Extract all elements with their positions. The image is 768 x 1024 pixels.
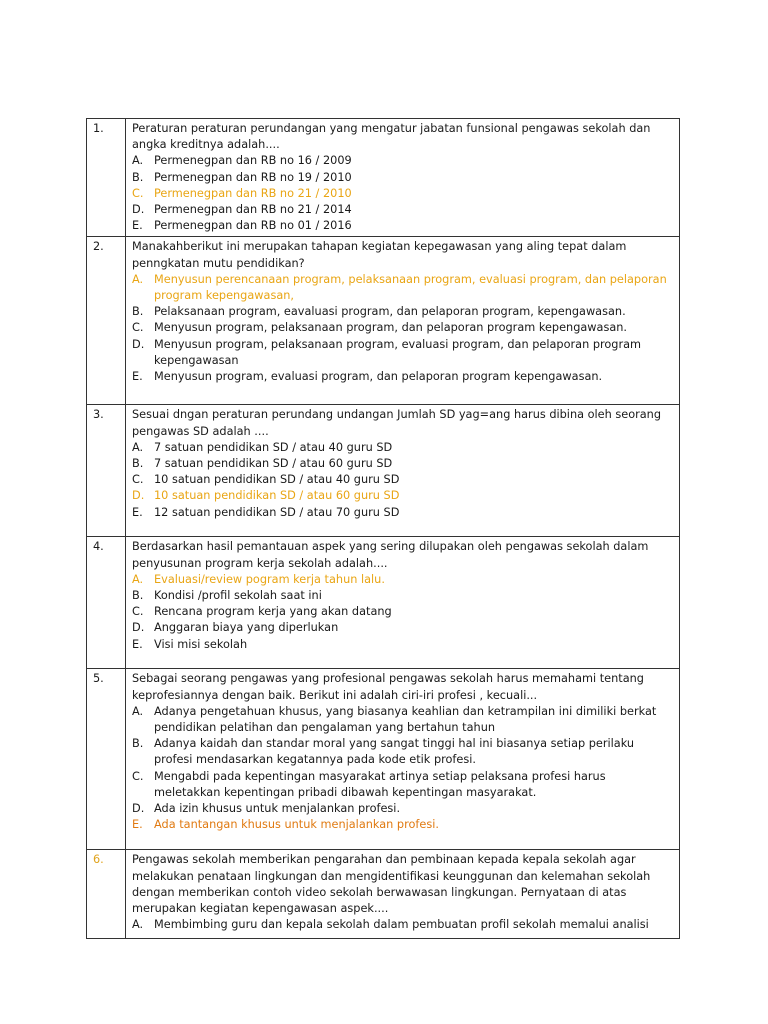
option-letter: C. <box>132 605 144 619</box>
question-number: 1. <box>87 119 126 237</box>
option-item <box>132 369 675 385</box>
option-text: Adanya kaidah dan standar moral yang sangat tinggi hal ini biasanya setiap perilaku profesi mendasarkan kegatannya pada kode etik profesi. <box>154 737 635 767</box>
question-row <box>87 405 680 537</box>
option-text: Ada tantangan khusus untuk menjalankan profesi. <box>154 818 439 832</box>
question-text: Pengawas sekolah memberikan pengarahan dan pembinaan kepada kepala sekolah agar melakukan penataan lingkungan dan mengidentifikasi keunggunan dan kelemahan sekolah dengan memberikan contoh video sekolah berwawasan lingkungan. Pernyataan di atas merupakan kegiatan kepengawasan aspek.... <box>132 853 651 916</box>
option-item <box>132 505 675 521</box>
option-letter: A. <box>132 154 144 168</box>
question-row <box>87 119 680 237</box>
option-letter: D. <box>132 203 145 217</box>
option-letter: D. <box>132 621 145 635</box>
question-row <box>87 669 680 850</box>
question-cell <box>126 119 680 237</box>
option-item <box>132 456 675 472</box>
option-item <box>132 604 675 620</box>
option-letter: E. <box>132 370 143 384</box>
option-item <box>132 337 675 369</box>
option-letter: A. <box>132 440 144 454</box>
option-text: Menyusun program, pelaksanaan program, evaluasi program, dan pelaporan program kepengawasan <box>154 337 642 367</box>
highlighted-option-item <box>132 817 675 833</box>
option-letter: B. <box>132 589 144 603</box>
option-text: Permenegpan dan RB no 21 / 2010 <box>154 186 352 200</box>
option-letter: D. <box>132 489 145 503</box>
question-text: Peraturan peraturan perundangan yang mengatur jabatan funsional pengawas sekolah dan angka kreditnya adalah.... <box>132 122 651 152</box>
option-text: Permenegpan dan RB no 16 / 2009 <box>154 154 352 168</box>
option-letter: E. <box>132 637 143 651</box>
option-letter: C. <box>132 186 144 200</box>
option-item <box>132 202 675 218</box>
option-item <box>132 218 675 234</box>
option-text: Rencana program kerja yang akan datang <box>154 605 392 619</box>
question-table <box>86 118 680 939</box>
option-text: Pelaksanaan program, eavaluasi program, dan pelaporan program, kepengawasan. <box>154 305 626 319</box>
question-cell <box>126 237 680 405</box>
option-letter: E. <box>132 818 143 832</box>
option-text: Anggaran biaya yang diperlukan <box>154 621 339 635</box>
option-letter: A. <box>132 704 144 718</box>
option-letter: E. <box>132 505 143 519</box>
option-letter: B. <box>132 170 144 184</box>
option-item <box>132 620 675 636</box>
question-number: 4. <box>87 537 126 669</box>
option-item <box>132 440 675 456</box>
question-cell <box>126 537 680 669</box>
option-text: 7 satuan pendidikan SD / atau 40 guru SD <box>154 440 393 454</box>
option-text: Menyusun program, pelaksanaan program, dan pelaporan program kepengawasan. <box>154 321 628 335</box>
option-text: Permenegpan dan RB no 01 / 2016 <box>154 219 352 233</box>
highlighted-option-item <box>132 186 675 202</box>
option-letter: A. <box>132 572 144 586</box>
option-text: 10 satuan pendidikan SD / atau 40 guru SD <box>154 473 400 487</box>
option-item <box>132 320 675 336</box>
option-text: 12 satuan pendidikan SD / atau 70 guru SD <box>154 505 400 519</box>
option-text: 7 satuan pendidikan SD / atau 60 guru SD <box>154 457 393 471</box>
question-text: Sebagai seorang pengawas yang profesional pengawas sekolah harus memahami tentang keprofesiannya dengan baik. Berikut ini adalah ciri-iri profesi , kecuali... <box>132 672 644 702</box>
option-text: Permenegpan dan RB no 21 / 2014 <box>154 203 352 217</box>
question-text: Berdasarkan hasil pemantauan aspek yang sering dilupakan oleh pengawas sekolah dalam penyusunan program kerja sekolah adalah.... <box>132 540 649 570</box>
question-row <box>87 537 680 669</box>
option-text: Ada izin khusus untuk menjalankan profesi. <box>154 802 401 816</box>
option-letter: E. <box>132 219 143 233</box>
question-number: 6. <box>87 850 126 939</box>
option-text: Visi misi sekolah <box>154 637 248 651</box>
question-text: Sesuai dngan peraturan perundang undangan Jumlah SD yag=ang harus dibina oleh seorang pengawas SD adalah .... <box>132 408 662 438</box>
question-number: 3. <box>87 405 126 537</box>
option-letter: B. <box>132 305 144 319</box>
option-text: Mengabdi pada kepentingan masyarakat artinya setiap pelaksana profesi harus meletakkan kepentingan pribadi dibawah kepentingan masyarakat. <box>154 769 606 799</box>
option-text: Menyusun program, evaluasi program, dan pelaporan program kepengawasan. <box>154 370 603 384</box>
option-item <box>132 472 675 488</box>
option-letter: C. <box>132 321 144 335</box>
question-number: 5. <box>87 669 126 850</box>
highlighted-option-item <box>132 488 675 504</box>
option-letter: C. <box>132 473 144 487</box>
option-item <box>132 917 675 933</box>
option-text: Permenegpan dan RB no 19 / 2010 <box>154 170 352 184</box>
option-item <box>132 153 675 169</box>
option-text: Membimbing guru dan kepala sekolah dalam pembuatan profil sekolah memalui analisi <box>154 918 649 932</box>
question-text: Manakahberikut ini merupakan tahapan kegiatan kepegawasan yang aling tepat dalam penngkatan mutu pendidikan? <box>132 240 627 270</box>
question-cell <box>126 405 680 537</box>
option-item <box>132 801 675 817</box>
option-text: Adanya pengetahuan khusus, yang biasanya keahlian dan ketrampilan ini dimiliki berkat pendidikan pelatihan dan pengalaman yang bertahun tahun <box>154 704 657 735</box>
option-letter: D. <box>132 337 145 351</box>
option-text: Menyusun perencanaan program, pelaksanaan program, evaluasi program, dan pelaporan program kepengawasan, <box>154 272 667 303</box>
question-row <box>87 850 680 939</box>
option-text: Kondisi /profil sekolah saat ini <box>154 589 322 603</box>
option-letter: B. <box>132 737 144 751</box>
option-letter: B. <box>132 457 144 471</box>
option-text: 10 satuan pendidikan SD / atau 60 guru SD <box>154 489 400 503</box>
option-item <box>132 588 675 604</box>
option-letter: C. <box>132 769 144 783</box>
question-cell <box>126 669 680 850</box>
option-letter: A. <box>132 272 144 286</box>
option-item <box>132 304 675 320</box>
question-number: 2. <box>87 237 126 405</box>
option-text: Evaluasi/review pogram kerja tahun lalu. <box>154 572 385 586</box>
highlighted-option-item <box>132 272 675 304</box>
option-item <box>132 170 675 186</box>
question-row <box>87 237 680 405</box>
highlighted-option-item <box>132 572 675 588</box>
option-letter: D. <box>132 802 145 816</box>
option-item <box>132 704 675 736</box>
option-letter: A. <box>132 918 144 932</box>
question-cell <box>126 850 680 939</box>
option-item <box>132 769 675 801</box>
option-item <box>132 736 675 768</box>
option-item <box>132 637 675 653</box>
